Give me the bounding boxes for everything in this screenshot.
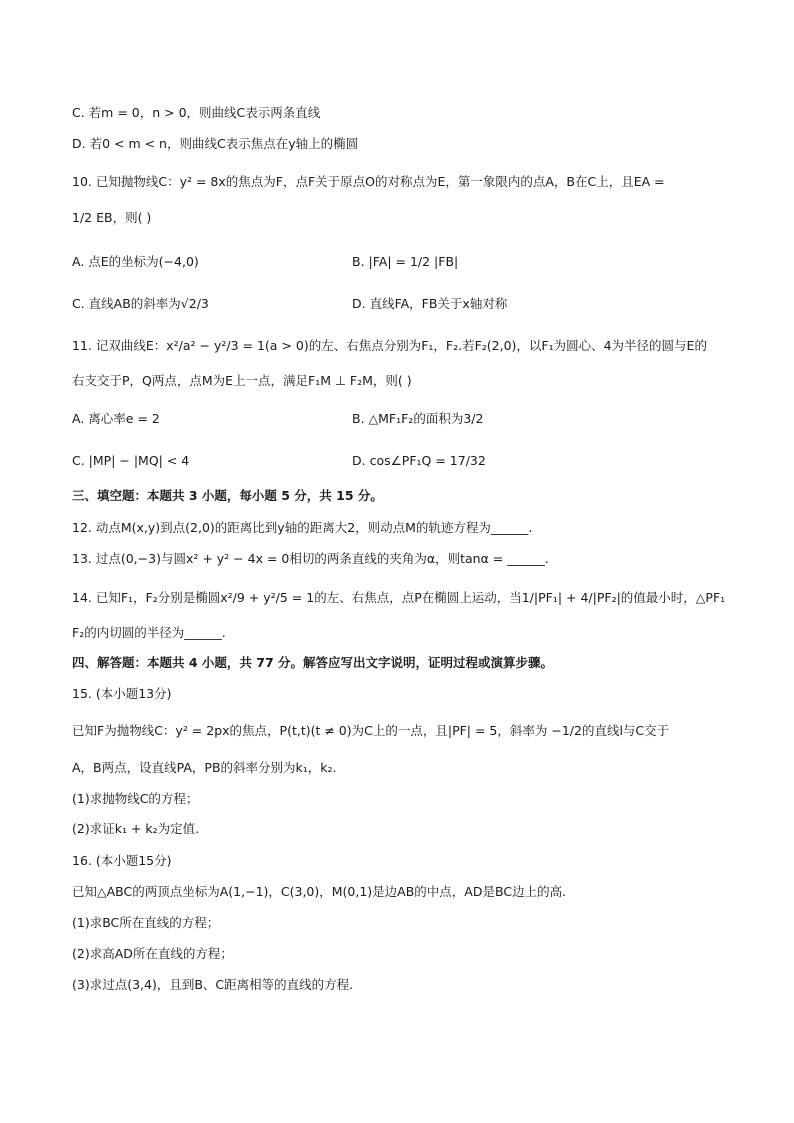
q16-part1: (1)求BC所在直线的方程； bbox=[72, 915, 220, 930]
q14-line1: 14. 已知F₁，F₂分别是椭圆x²/9 + y²/5 = 1的左、右焦点，点P在椭圆上运动，当1/|PF₁| + 4/|PF₂|的值最小时，△PF₁ bbox=[72, 590, 726, 605]
q10-stem-line2: 1/2 EB，则( ) bbox=[72, 210, 152, 225]
section-4-heading: 四、解答题：本题共 4 小题，共 77 分。解答应写出文字说明，证明过程或演算步骤。 bbox=[72, 655, 554, 670]
section-3-heading: 三、填空题：本题共 3 小题，每小题 5 分，共 15 分。 bbox=[72, 488, 383, 503]
q15-heading: 15. (本小题13分) bbox=[72, 686, 172, 701]
q16-heading: 16. (本小题15分) bbox=[72, 853, 172, 868]
q15-part1: (1)求抛物线C的方程； bbox=[72, 791, 199, 806]
q16-stem: 已知△ABC的两顶点坐标为A(1,−1)，C(3,0)，M(0,1)是边AB的中点，AD是BC边上的高. bbox=[72, 884, 567, 899]
q11-option-c: C. |MP| − |MQ| < 4 bbox=[72, 453, 190, 468]
q10-option-a: A. 点E的坐标为(−4,0) bbox=[72, 254, 199, 269]
q10-stem-line1: 10. 已知抛物线C：y² = 8x的焦点为F，点F关于原点O的对称点为E，第一象限内的点A，B在C上，且EA = bbox=[72, 174, 665, 189]
q11-option-b: B. △MF₁F₂的面积为3/2 bbox=[352, 411, 484, 426]
q10-option-d: D. 直线FA，FB关于x轴对称 bbox=[352, 296, 508, 311]
q16-part3: (3)求过点(3,4)，且到B、C距离相等的直线的方程. bbox=[72, 977, 354, 992]
q10-option-b: B. |FA| = 1/2 |FB| bbox=[352, 254, 459, 269]
q15-stem-line2: A，B两点，设直线PA，PB的斜率分别为k₁，k₂. bbox=[72, 760, 337, 775]
q11-stem-line2: 右支交于P，Q两点，点M为E上一点，满足F₁M ⊥ F₂M，则( ) bbox=[72, 373, 412, 388]
q16-part2: (2)求高AD所在直线的方程； bbox=[72, 946, 233, 961]
q12-text: 12. 动点M(x,y)到点(2,0)的距离比到y轴的距离大2，则动点M的轨迹方程为______. bbox=[72, 520, 533, 535]
q13-text: 13. 过点(0,−3)与圆x² + y² − 4x = 0相切的两条直线的夹角为α，则tanα = ______. bbox=[72, 551, 549, 566]
q14-line2: F₂的内切圆的半径为______. bbox=[72, 625, 226, 640]
q9-option-c: C. 若m = 0，n > 0，则曲线C表示两条直线 bbox=[72, 105, 321, 120]
q9-option-d: D. 若0 < m < n，则曲线C表示焦点在y轴上的椭圆 bbox=[72, 136, 359, 151]
q11-option-a: A. 离心率e = 2 bbox=[72, 411, 160, 426]
q11-stem-line1: 11. 记双曲线E：x²/a² − y²/3 = 1(a > 0)的左、右焦点分别为F₁，F₂.若F₂(2,0)，以F₁为圆心、4为半径的圆与E的 bbox=[72, 338, 707, 353]
q15-stem-line1: 已知F为抛物线C：y² = 2px的焦点，P(t,t)(t ≠ 0)为C上的一点，且|PF| = 5，斜率为 −1/2的直线l与C交于 bbox=[72, 723, 670, 738]
q10-option-c: C. 直线AB的斜率为√2/3 bbox=[72, 296, 209, 311]
q11-option-d: D. cos∠PF₁Q = 17/32 bbox=[352, 453, 486, 468]
q15-part2: (2)求证k₁ + k₂为定值. bbox=[72, 821, 200, 836]
